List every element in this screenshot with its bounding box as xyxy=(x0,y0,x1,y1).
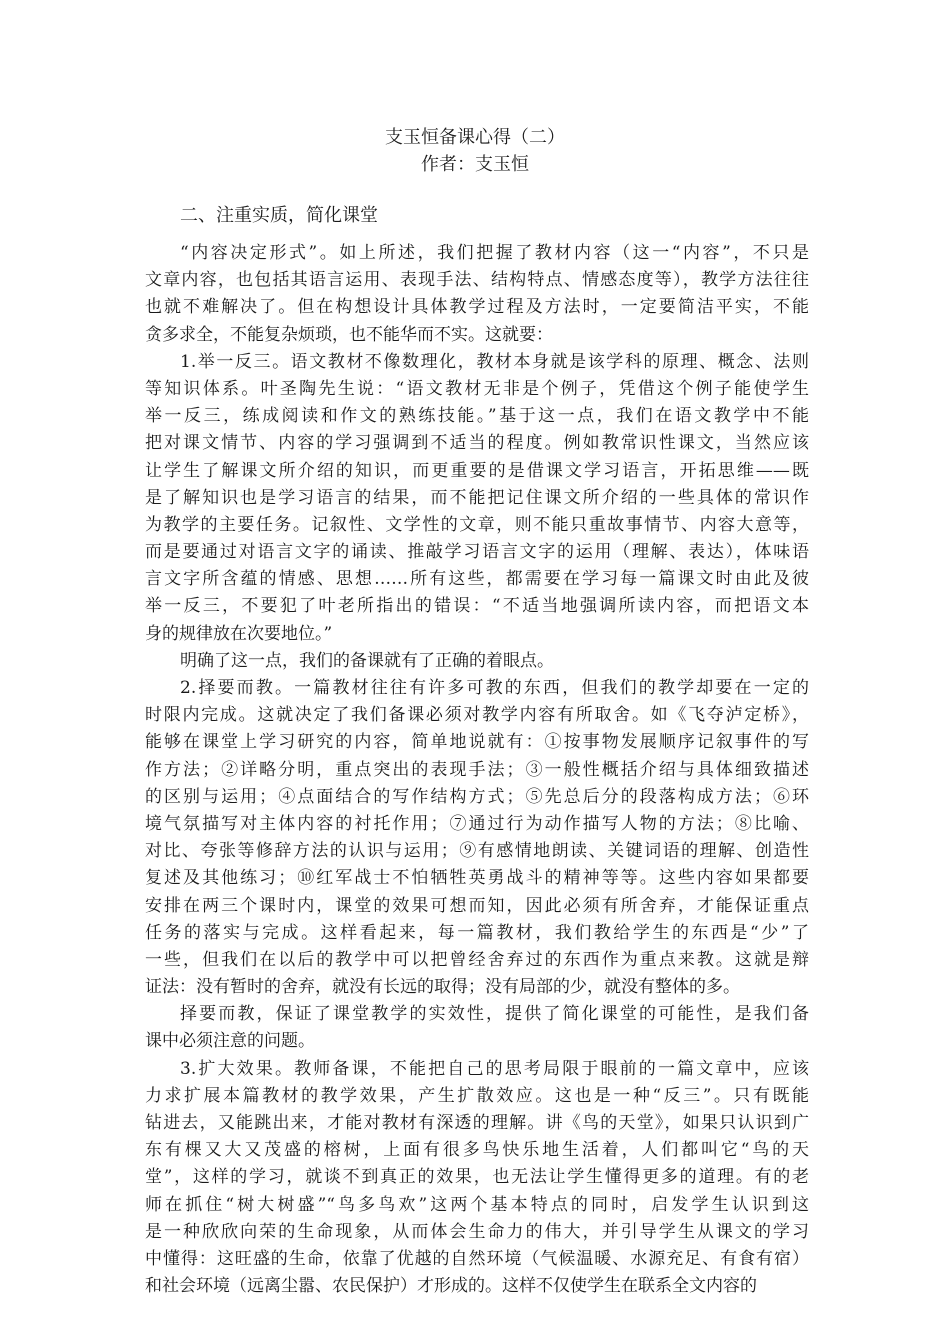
paragraph-line: 举一反三，不要犯了叶老所指出的错误：“不适当地强调所读内容，而把语文本 xyxy=(145,596,809,617)
paragraph xyxy=(145,648,809,675)
paragraph-line: 堂”，这样的学习，就谈不到真正的效果，也无法让学生懂得更多的道理。有的老 xyxy=(145,1167,809,1188)
paragraph xyxy=(145,349,809,648)
section-heading: 二、注重实质，简化课堂 xyxy=(180,205,378,226)
paragraph-line: 言文字所含蕴的情感、思想……所有这些，都需要在学习每一篇课文时由此及彼 xyxy=(145,569,809,590)
document-body xyxy=(145,240,809,1300)
paragraph-line: 2.择要而教。一篇教材往往有许多可教的东西，但我们的教学却要在一定的 xyxy=(180,678,809,698)
paragraph-line: 能够在课堂上学习研究的内容，简单地说就有：①按事物发展顺序记叙事件的写 xyxy=(145,732,809,753)
paragraph-line: 东有棵又大又茂盛的榕树，上面有很多鸟快乐地生活着，人们都叫它“鸟的天 xyxy=(145,1140,809,1161)
paragraph-line: 安排在两三个课时内，课堂的效果可想而知，因此必须有所舍弃，才能保证重点 xyxy=(145,895,809,916)
paragraph-line: 3.扩大效果。教师备课，不能把自己的思考局限于眼前的一篇文章中，应该 xyxy=(180,1058,809,1079)
paragraph-line: 力求扩展本篇教材的教学效果，产生扩散效应。这也是一种“反三”。只有既能 xyxy=(145,1085,809,1106)
paragraph xyxy=(145,675,809,1001)
paragraph-line: 等知识体系。叶圣陶先生说：“语文教材无非是个例子，凭借这个例子能使学生 xyxy=(145,378,809,399)
paragraph-line: 让学生了解课文所介绍的知识，而更重要的是借课文学习语言，开拓思维——既 xyxy=(145,460,809,481)
paragraph-line: 对比、夸张等修辞方法的认识与运用；⑨有感情地朗读、关键词语的理解、创造性 xyxy=(145,841,809,862)
document-author: 作者：支玉恒 xyxy=(421,154,529,175)
paragraph-line: 为教学的主要任务。记叙性、文学性的文章，则不能只重故事情节、内容大意等， xyxy=(145,514,809,535)
paragraph-line: 把对课文情节、内容的学习强调到不适当的程度。例如教常识性课文，当然应该 xyxy=(145,433,809,454)
paragraph-line: 是一种欣欣向荣的生命现象，从而体会生命力的伟大，并引导学生从课文的学习 xyxy=(145,1221,809,1242)
document-title: 支玉恒备课心得（二） xyxy=(385,127,565,148)
paragraph-line: 中懂得：这旺盛的生命，依靠了优越的自然环境（气候温暖、水源充足、有食有宿） xyxy=(145,1248,809,1269)
paragraph xyxy=(145,1056,809,1301)
paragraph-line: 一些，但我们在以后的教学中可以把曾经舍弃过的东西作为重点来教。这就是辩 xyxy=(145,949,809,970)
paragraph-line: 师在抓住“树大树盛”“鸟多鸟欢”这两个基本特点的同时，启发学生认识到这 xyxy=(145,1194,809,1215)
paragraph-line: 文章内容，也包括其语言运用、表现手法、结构特点、情感态度等），教学方法往往 xyxy=(145,270,809,291)
paragraph-line: 择要而教，保证了课堂教学的实效性，提供了简化课堂的可能性，是我们备 xyxy=(180,1004,809,1025)
paragraph-line: 时限内完成。这就决定了我们备课必须对教学内容有所取舍。如《飞夺泸定桥》， xyxy=(145,705,809,726)
paragraph-line: 课中必须注意的问题。 xyxy=(145,1031,315,1052)
paragraph-line: 身的规律放在次要地位。” xyxy=(145,623,333,644)
paragraph-line: 1.举一反三。语文教材不像数理化，教材本身就是该学科的原理、概念、法则 xyxy=(180,351,809,372)
paragraph xyxy=(145,240,809,349)
paragraph-line: 复述及其他练习；⑩红军战士不怕牺牲英勇战斗的精神等等。这些内容如果都要 xyxy=(145,868,809,889)
paragraph-line: 明确了这一点，我们的备课就有了正确的着眼点。 xyxy=(180,650,554,671)
paragraph-line: 和社会环境（远离尘嚣、农民保护）才形成的。这样不仅使学生在联系全文内容的 xyxy=(145,1276,757,1297)
paragraph-line: 钻进去，又能跳出来，才能对教材有深透的理解。讲《鸟的天堂》，如果只认识到广 xyxy=(145,1113,809,1133)
paragraph-line: 作方法；②详略分明，重点突出的表现手法；③一般性概括介绍与具体细致描述 xyxy=(145,759,809,780)
paragraph-line: 境气氛描写对主体内容的衬托作用；⑦通过行为动作描写人物的方法；⑧比喻、 xyxy=(145,813,809,834)
paragraph-line: 任务的落实与完成。这样看起来，每一篇教材，我们教给学生的东西是“少”了 xyxy=(145,922,809,943)
paragraph-line: 的区别与运用；④点面结合的写作结构方式；⑤先总后分的段落构成方法；⑥环 xyxy=(145,786,809,807)
paragraph-line: 而是要通过对语言文字的诵读、推敲学习语言文字的运用（理解、表达），体味语 xyxy=(145,542,809,563)
paragraph-line: 证法：没有暂时的舍弃，就没有长远的取得；没有局部的少，就没有整体的多。 xyxy=(145,977,740,998)
paragraph-line: 举一反三，练成阅读和作文的熟练技能。”基于这一点，我们在语文教学中不能 xyxy=(145,406,809,427)
paragraph xyxy=(145,1001,809,1055)
paragraph-line: 也就不难解决了。但在构想设计具体教学过程及方法时，一定要简洁平实，不能 xyxy=(145,297,809,318)
paragraph-line: 是了解知识也是学习语言的结果，而不能把记住课文所介绍的一些具体的常识作 xyxy=(145,487,809,508)
paragraph-line: “内容决定形式”。如上所述，我们把握了教材内容（这一“内容”，不只是 xyxy=(180,243,809,263)
paragraph-line: 贪多求全，不能复杂烦琐，也不能华而不实。这就要： xyxy=(145,324,553,345)
